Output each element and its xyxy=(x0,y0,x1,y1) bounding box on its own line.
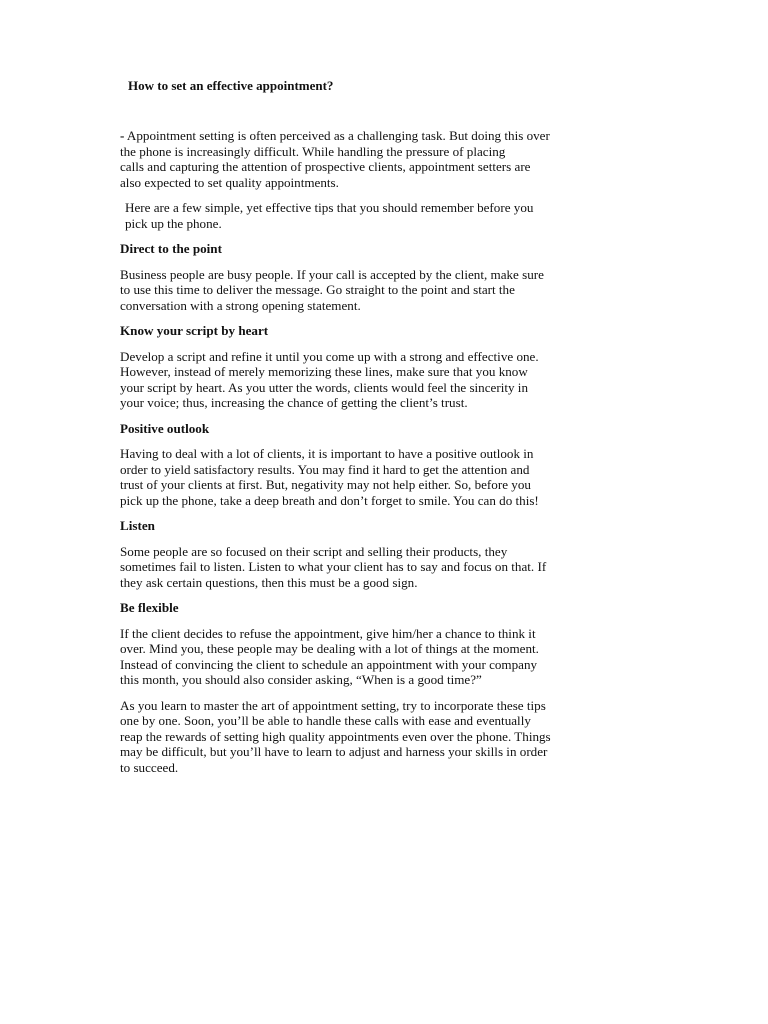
section-line: to use this time to deliver the message. Go straight to the point and start the xyxy=(120,282,515,297)
section-line: order to yield satisfactory results. You may find it hard to get the attention and xyxy=(120,461,530,477)
section-line: they ask certain questions, then this must be a good sign. xyxy=(120,574,418,590)
section-line: trust of your clients at first. But, negativity may not help either. So, before you xyxy=(120,477,531,492)
section-line: your script by heart. As you utter the words, clients would feel the sincerity in xyxy=(120,379,528,395)
section-paragraph xyxy=(120,544,660,591)
section-heading: Listen xyxy=(120,518,155,533)
section-listen xyxy=(120,518,660,590)
section-paragraph xyxy=(120,626,660,688)
intro-line-4: also expected to set quality appointments. xyxy=(120,174,339,190)
closing-line: As you learn to master the art of appointment setting, try to incorporate these tips xyxy=(120,697,546,713)
section-be-flexible xyxy=(120,600,660,688)
closing-paragraph xyxy=(120,698,660,776)
section-heading: Know your script by heart xyxy=(120,323,269,338)
document-body xyxy=(120,128,660,785)
tips-intro-line-2: pick up the phone. xyxy=(125,215,222,231)
intro-paragraph xyxy=(120,128,660,190)
section-line: conversation with a strong opening statement. xyxy=(120,297,361,313)
section-line: Instead of convincing the client to schedule an appointment with your company xyxy=(120,656,538,672)
document-title: How to set an effective appointment? xyxy=(128,78,334,93)
section-heading: Be flexible xyxy=(120,600,179,615)
tips-intro-paragraph xyxy=(120,200,660,231)
section-direct-to-the-point xyxy=(120,241,660,313)
section-line: However, instead of merely memorizing these lines, make sure that you know xyxy=(120,364,528,379)
section-heading: Direct to the point xyxy=(120,241,222,256)
section-line: Develop a script and refine it until you come up with a strong and effective one. xyxy=(120,348,539,364)
tips-intro-line-1: Here are a few simple, yet effective tips that you should remember before you xyxy=(125,200,534,215)
intro-marker: - xyxy=(120,128,125,143)
section-line: Business people are busy people. If your call is accepted by the client, make sure xyxy=(120,266,544,282)
intro-line xyxy=(120,128,660,144)
section-paragraph xyxy=(120,349,660,411)
intro-line-1-text: Appointment setting is often perceived as a challenging task. But doing this over xyxy=(124,128,550,143)
closing-line: one by one. Soon, you’ll be able to handle these calls with ease and eventually xyxy=(120,713,531,728)
closing-line: may be difficult, but you’ll have to learn to adjust and harness your skills in order xyxy=(120,744,548,759)
intro-line-2: the phone is increasingly difficult. While handling the pressure of placing xyxy=(120,143,506,159)
closing-line: reap the rewards of setting high quality appointments even over the phone. Things xyxy=(120,728,551,744)
section-line: Having to deal with a lot of clients, it is important to have a positive outlook in xyxy=(120,446,534,461)
section-line: this month, you should also consider asking, “When is a good time?” xyxy=(120,672,482,687)
section-line: sometimes fail to listen. Listen to what your client has to say and focus on that. If xyxy=(120,559,547,574)
section-paragraph xyxy=(120,446,660,508)
section-know-your-script-by-heart xyxy=(120,323,660,411)
section-line: over. Mind you, these people may be dealing with a lot of things at the moment. xyxy=(120,641,539,656)
section-positive-outlook xyxy=(120,421,660,509)
section-heading: Positive outlook xyxy=(120,420,210,436)
section-line: Some people are so focused on their script and selling their products, they xyxy=(120,543,508,559)
section-line: pick up the phone, take a deep breath and don’t forget to smile. You can do this! xyxy=(120,492,539,508)
section-line: your voice; thus, increasing the chance of getting the client’s trust. xyxy=(120,395,468,410)
intro-line-3: calls and capturing the attention of prospective clients, appointment setters are xyxy=(120,159,531,174)
section-paragraph xyxy=(120,267,660,314)
section-line: If the client decides to refuse the appointment, give him/her a chance to think it xyxy=(120,625,536,641)
closing-line: to succeed. xyxy=(120,759,179,775)
